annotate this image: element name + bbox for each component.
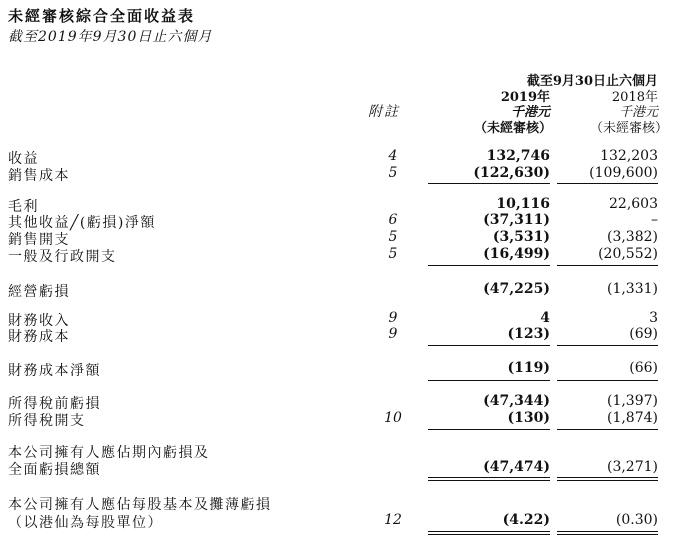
row-value-2019: (47,225): [483, 281, 550, 297]
row-label: 所得稅開支: [8, 413, 86, 429]
statement-title: 未經審核綜合全面收益表: [8, 7, 196, 25]
subtotal-rule: [557, 183, 658, 184]
row-label: 銷售開支: [8, 232, 70, 248]
unit-2018-header: 千港元: [618, 105, 658, 120]
row-note: 9: [388, 310, 398, 326]
subtotal-rule: [428, 380, 550, 381]
double-rule: [557, 531, 658, 532]
row-note: 10: [384, 410, 402, 426]
row-value-2018: (20,552): [598, 246, 658, 262]
row-value-2018: 3: [649, 310, 658, 326]
row-note: 12: [384, 512, 402, 528]
double-rule: [428, 534, 550, 535]
row-label: 銷售成本: [8, 168, 70, 184]
row-value-2019: (119): [507, 360, 550, 376]
row-value-2019: 4: [540, 310, 550, 326]
row-value-2018: (69): [629, 326, 658, 342]
status-2019-header: （未經審核）: [473, 121, 552, 136]
row-value-2019: (47,344): [483, 393, 550, 409]
row-label: 財務成本: [8, 329, 70, 345]
row-value-2018: (109,600): [589, 165, 658, 181]
row-value-2018: (1,331): [606, 281, 658, 297]
row-value-2019: (47,474): [483, 459, 550, 475]
row-value-2018: (3,271): [606, 459, 658, 475]
row-value-2019: 132,746: [486, 148, 550, 164]
row-value-2018: 22,603: [609, 196, 658, 212]
subtotal-rule: [428, 429, 550, 430]
row-note: 6: [388, 212, 398, 228]
row-value-2018: (1,397): [606, 393, 658, 409]
subtotal-rule: [557, 380, 658, 381]
row-label: 其他收益╱(虧損)淨額: [8, 215, 156, 231]
double-rule: [557, 534, 658, 535]
row-label: 毛利: [8, 199, 39, 215]
year-2019-header: 2019年: [500, 90, 550, 105]
subtotal-rule: [557, 345, 658, 346]
row-label: （以港仙為每股單位）: [8, 515, 163, 531]
row-value-2018: (1,874): [606, 410, 658, 426]
row-label: 本公司擁有人應佔每股基本及攤薄虧損: [8, 497, 272, 513]
subtotal-rule: [428, 345, 550, 346]
row-note: 9: [388, 326, 398, 342]
double-rule: [557, 480, 658, 481]
row-note: 5: [388, 246, 398, 262]
row-label: 所得稅前虧損: [8, 396, 101, 412]
row-value-2018: –: [651, 212, 658, 228]
row-value-2018: (66): [629, 360, 658, 376]
row-label: 財務收入: [8, 313, 70, 329]
row-value-2018: (0.30): [615, 512, 658, 528]
row-value-2019: (123): [507, 326, 550, 342]
row-value-2018: 132,203: [600, 148, 658, 164]
statement-subtitle: 截至2019年9月30日止六個月: [8, 29, 213, 45]
row-value-2019: (130): [507, 410, 550, 426]
row-note: 5: [388, 165, 398, 181]
row-value-2019: (37,311): [483, 212, 550, 228]
row-note: 5: [388, 229, 398, 245]
row-value-2019: 10,116: [496, 196, 550, 212]
period-header: 截至9月30日止六個月: [526, 74, 658, 89]
row-label: 一般及行政開支: [8, 249, 117, 265]
row-value-2019: (4.22): [502, 512, 550, 528]
row-value-2018: (3,382): [606, 229, 658, 245]
row-label: 經營虧損: [8, 284, 70, 300]
status-2018-header: （未經審核）: [589, 121, 668, 136]
subtotal-rule: [557, 265, 658, 266]
row-note: 4: [388, 148, 398, 164]
row-label: 財務成本淨額: [8, 363, 101, 379]
subtotal-rule: [428, 183, 550, 184]
double-rule: [428, 480, 550, 481]
year-2018-header: 2018年: [611, 90, 658, 105]
note-column-header: 附註: [368, 104, 400, 120]
double-rule: [557, 477, 658, 478]
subtotal-rule: [557, 429, 658, 430]
row-value-2019: (16,499): [483, 246, 550, 262]
subtotal-rule: [428, 265, 550, 266]
unit-2019-header: 千港元: [510, 105, 550, 120]
row-value-2019: (3,531): [492, 229, 550, 245]
row-label: 全面虧損總額: [8, 462, 101, 478]
row-value-2019: (122,630): [473, 165, 550, 181]
double-rule: [428, 531, 550, 532]
double-rule: [428, 477, 550, 478]
row-label: 收益: [8, 151, 39, 167]
row-label: 本公司擁有人應佔期內虧損及: [8, 445, 210, 461]
